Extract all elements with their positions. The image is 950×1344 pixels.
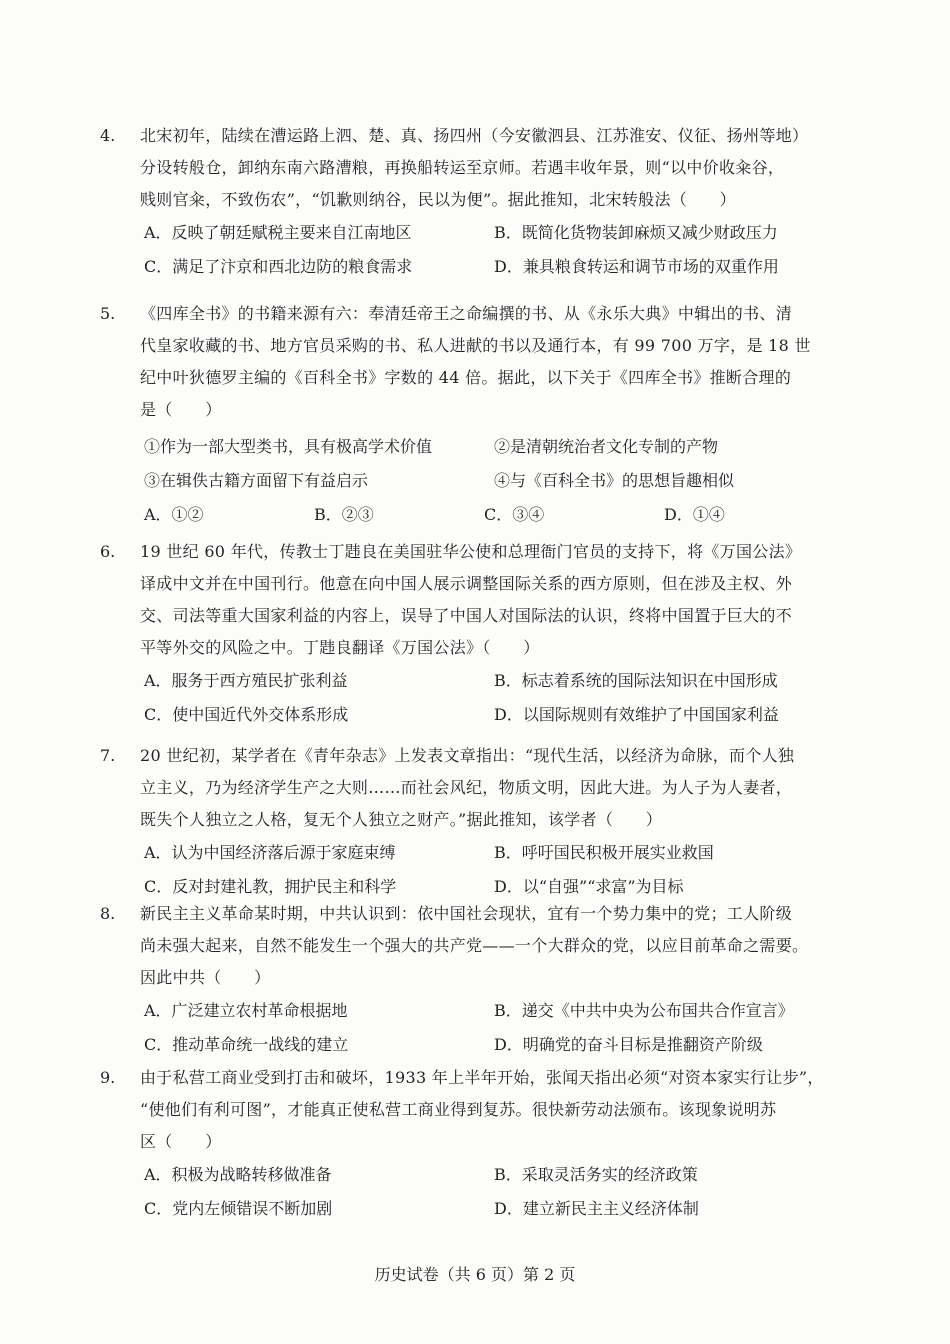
option-b: B．采取灵活务实的经济政策 [494,1165,698,1184]
option-c: C．使中国近代外交体系形成 [144,705,349,724]
option-d: D．兼具粮食转运和调节市场的双重作用 [494,257,779,276]
question-stem: 由于私营工商业受到打击和破坏，1933 年上半年开始，张闻天指出必须“对资本家实行让步”， “使他们有利可图”，才能真正使私营工商业得到复苏。很快新劳动法颁布。该现象说明苏 区（ ） [140,1068,824,1151]
question-number: 6. [100,542,116,561]
option-b: B．②③ [314,505,374,524]
question-7 [100,740,870,904]
option-d: D．以“自强”“求富”为目标 [494,877,684,896]
option-b: B．递交《中共中央为公布国共合作宣言》 [494,1001,794,1020]
option-c: C．推动革命统一战线的建立 [144,1035,349,1054]
option-c: C．反对封建礼教，拥护民主和科学 [144,877,397,896]
option-d: D．①④ [664,505,725,524]
option-b: B．呼吁国民积极开展实业救国 [494,843,714,862]
option-a: A．积极为战略转移做准备 [144,1165,332,1184]
options [144,664,870,732]
question-stem: 《四库全书》的书籍来源有六：奉清廷帝王之命编撰的书、从《永乐大典》中辑出的书、清 代皇家收藏的书、地方官员采购的书、私人进献的书以及通行本，有 99 700 万字，是 18 世 纪中叶狄德罗主编的《百科全书》字数的 44 倍。据此，以下关于《四库全书》推断合理的 是（ ） [140,304,811,419]
option-c: C．满足了汴京和西北边防的粮食需求 [144,257,413,276]
option-d: D．建立新民主主义经济体制 [494,1199,699,1218]
option-a: A．认为中国经济落后源于家庭束缚 [144,843,396,862]
question-number: 4. [100,126,116,145]
option-d: D．明确党的奋斗目标是推翻资产阶级 [494,1035,763,1054]
statement-1: ①作为一部大型类书，具有极高学术价值 [144,437,433,456]
question-number: 9. [100,1068,116,1087]
option-a: A．①② [144,505,204,524]
option-d: D．以国际规则有效维护了中国国家利益 [494,705,779,724]
option-c: C．党内左倾错误不断加剧 [144,1199,333,1218]
options [144,994,870,1062]
question-5 [100,298,870,532]
question-6 [100,536,870,732]
option-a: A．服务于西方殖民扩张利益 [144,671,348,690]
question-stem: 20 世纪初，某学者在《青年杂志》上发表文章指出：“现代生活，以经济为命脉，而个人独 立主义，乃为经济学生产之大则……而社会风纪，物质文明，因此大进。为人子为人妻者， 既失个人独立之人格，复无个人独立之财产。”据此推知，该学者（ ） [140,746,795,829]
option-b: B．既简化货物装卸麻烦又减少财政压力 [494,223,778,242]
question-stem: 19 世纪 60 年代，传教士丁韪良在美国驻华公使和总理衙门官员的支持下，将《万国公法》 译成中文并在中国刊行。他意在向中国人展示调整国际关系的西方原则，但在涉及主权、外 交、司法等重大国家利益的内容上，误导了中国人对国际法的认识，终将中国置于巨大的不 平等外交的风险之中。丁韪良翻译《万国公法》（ ） [140,542,802,657]
option-a: A．反映了朝廷赋税主要来自江南地区 [144,223,412,242]
option-c: C．③④ [484,505,545,524]
question-number: 7. [100,746,116,765]
option-a: A．广泛建立农村革命根据地 [144,1001,348,1020]
question-number: 5. [100,304,116,323]
page-footer: 历史试卷（共 6 页）第 2 页 [374,1265,576,1284]
question-stem: 北宋初年，陆续在漕运路上泗、楚、真、扬四州（今安徽泗县、江苏淮安、仪征、扬州等地） 分设转般仓，卸纳东南六路漕粮，再换船转运至京师。若遇丰收年景，则“以中价收籴谷， 贱则官籴，不致伤农”，“饥歉则纳谷，民以为便”。据此推知，北宋转般法（ ） [140,126,809,209]
option-b: B．标志着系统的国际法知识在中国形成 [494,671,778,690]
statement-4: ④与《百科全书》的思想旨趣相似 [494,471,735,490]
question-9 [100,1062,870,1226]
options [144,216,870,284]
question-number: 8. [100,904,116,923]
statement-2: ②是清朝统治者文化专制的产物 [494,437,719,456]
question-4 [100,120,870,284]
options [144,1158,870,1226]
question-stem: 新民主主义革命某时期，中共认识到：依中国社会现状，宜有一个势力集中的党；工人阶级 尚未强大起来，自然不能发生一个强大的共产党——一个大群众的党，以应目前革命之需要。 因此中共（ ） [140,904,809,987]
options [144,498,870,532]
question-8 [100,898,870,1062]
options [144,836,870,904]
statements [144,430,870,498]
statement-3: ③在辑佚古籍方面留下有益启示 [144,471,369,490]
